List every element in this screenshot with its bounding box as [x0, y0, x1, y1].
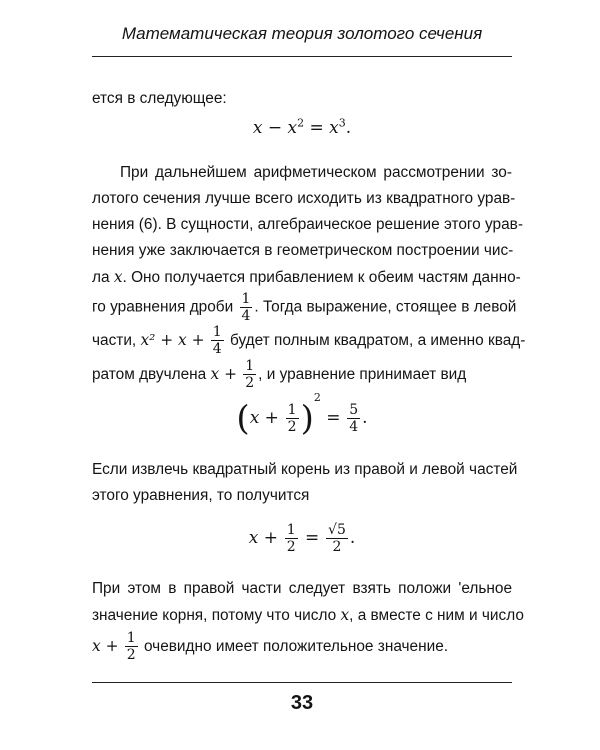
eq2-exp: 2	[313, 391, 321, 404]
frac-den: 4	[212, 341, 222, 358]
eq2-end: .	[362, 408, 368, 428]
intro-line	[92, 86, 512, 112]
eq2-frac-half	[286, 402, 299, 435]
para3-line1: При этом в правой части следует взять положи 'ельное	[92, 580, 512, 597]
frac-den: 4	[349, 419, 359, 436]
eq2-x: x +	[249, 408, 279, 428]
eq3-frac-half	[285, 522, 298, 555]
eq3-eq: =	[299, 527, 320, 548]
frac-den: 2	[287, 419, 297, 436]
frac-num: 1	[286, 522, 296, 538]
eq2-right-paren: )	[300, 398, 314, 439]
equation-2	[92, 391, 512, 439]
para1-line3: нения (6). В сущности, алгебраическое решение этого урав-	[92, 216, 523, 233]
para2-line1: Если извлечь квадратный корень из правой и левой частей	[92, 461, 518, 478]
para1-l5-text: . Оно получается прибавлением к обеим частям данно-	[122, 269, 521, 286]
eq3-end: .	[349, 527, 356, 548]
para1-line4: нения уже заключается в геометрическом построении чис-	[92, 242, 514, 259]
para1-l7-pre: части,	[92, 332, 137, 349]
eq1-exp: 2	[297, 116, 305, 130]
para3-l2-post: , а вместе с ним и число	[349, 607, 524, 624]
para1-l8-post: , и уравнение принимает вид	[258, 366, 467, 383]
para1-l7-post: будет полным квадратом, а именно квад-	[229, 332, 526, 349]
fraction-one-half-2	[125, 630, 138, 663]
paragraph-3	[92, 576, 524, 664]
eq2-eq: =	[320, 408, 341, 428]
paragraph-1	[92, 160, 526, 392]
para3-l3-post: очевидно имеет положительное значение.	[143, 638, 449, 655]
fraction-one-quarter	[240, 291, 253, 324]
paragraph-2	[92, 457, 518, 509]
para1-line2: лотого сечения лучше всего исходить из квадратного урав-	[92, 190, 516, 207]
para1-line7	[92, 323, 526, 358]
para1-l5-pre: ла	[92, 269, 114, 286]
frac-num: 5	[349, 402, 359, 419]
header-rule	[92, 56, 512, 57]
intro-text: ется в следующее:	[92, 90, 227, 107]
eq1-lhs: x − x	[252, 118, 298, 138]
frac-num: √5	[328, 522, 346, 538]
para1-l7-math: x² + x +	[140, 331, 205, 349]
para3-l2-var: x	[340, 606, 350, 624]
eq3-frac-root5-half	[326, 522, 348, 555]
frac-num: 1	[241, 291, 251, 307]
para3-line3	[92, 629, 512, 663]
eq2-frac-five-quarters	[347, 402, 360, 435]
para1-l5-var: x	[113, 268, 123, 286]
para3-l3-math: x +	[92, 637, 119, 655]
frac-num: 1	[212, 324, 222, 341]
frac-den: 2	[126, 647, 136, 664]
eq1-eq: = x	[304, 118, 339, 138]
para1-l8-math: x +	[210, 365, 237, 383]
frac-den: 4	[241, 308, 251, 324]
equation-1	[92, 118, 512, 138]
para1-l8-pre: ратом двучлена	[92, 366, 207, 383]
para1-l6-post: . Тогда выражение, стоящее в левой	[254, 298, 517, 316]
eq2-left-paren: (	[236, 398, 250, 439]
running-header: Математическая теория золотого сечения	[121, 24, 483, 43]
eq1-exp2: 3	[338, 116, 346, 130]
frac-den: 2	[332, 539, 342, 555]
frac-num: 1	[126, 630, 136, 647]
equation-3	[92, 522, 512, 555]
eq3-x: x +	[248, 527, 278, 548]
para1-line8	[92, 357, 512, 391]
para1-line1: При дальнейшем арифметическом рассмотрении зо-	[120, 164, 512, 181]
frac-den: 2	[245, 375, 255, 392]
footer-rule	[92, 682, 512, 683]
page-number: 33	[290, 692, 314, 714]
para1-line6	[92, 291, 517, 324]
fraction-one-half	[243, 358, 256, 391]
frac-num: 1	[287, 402, 297, 419]
eq1-end: .	[345, 118, 352, 138]
fraction-one-quarter-2	[211, 324, 224, 357]
para2-line2: этого уравнения, то получится	[92, 487, 310, 504]
frac-num: 1	[245, 358, 255, 375]
para1-l6-pre: го уравнения дроби	[92, 298, 234, 316]
para3-l2-pre: значение корня, потому что число	[92, 607, 337, 624]
para3-line2	[92, 602, 524, 629]
para1-line5	[92, 264, 521, 291]
frac-den: 2	[286, 539, 296, 555]
